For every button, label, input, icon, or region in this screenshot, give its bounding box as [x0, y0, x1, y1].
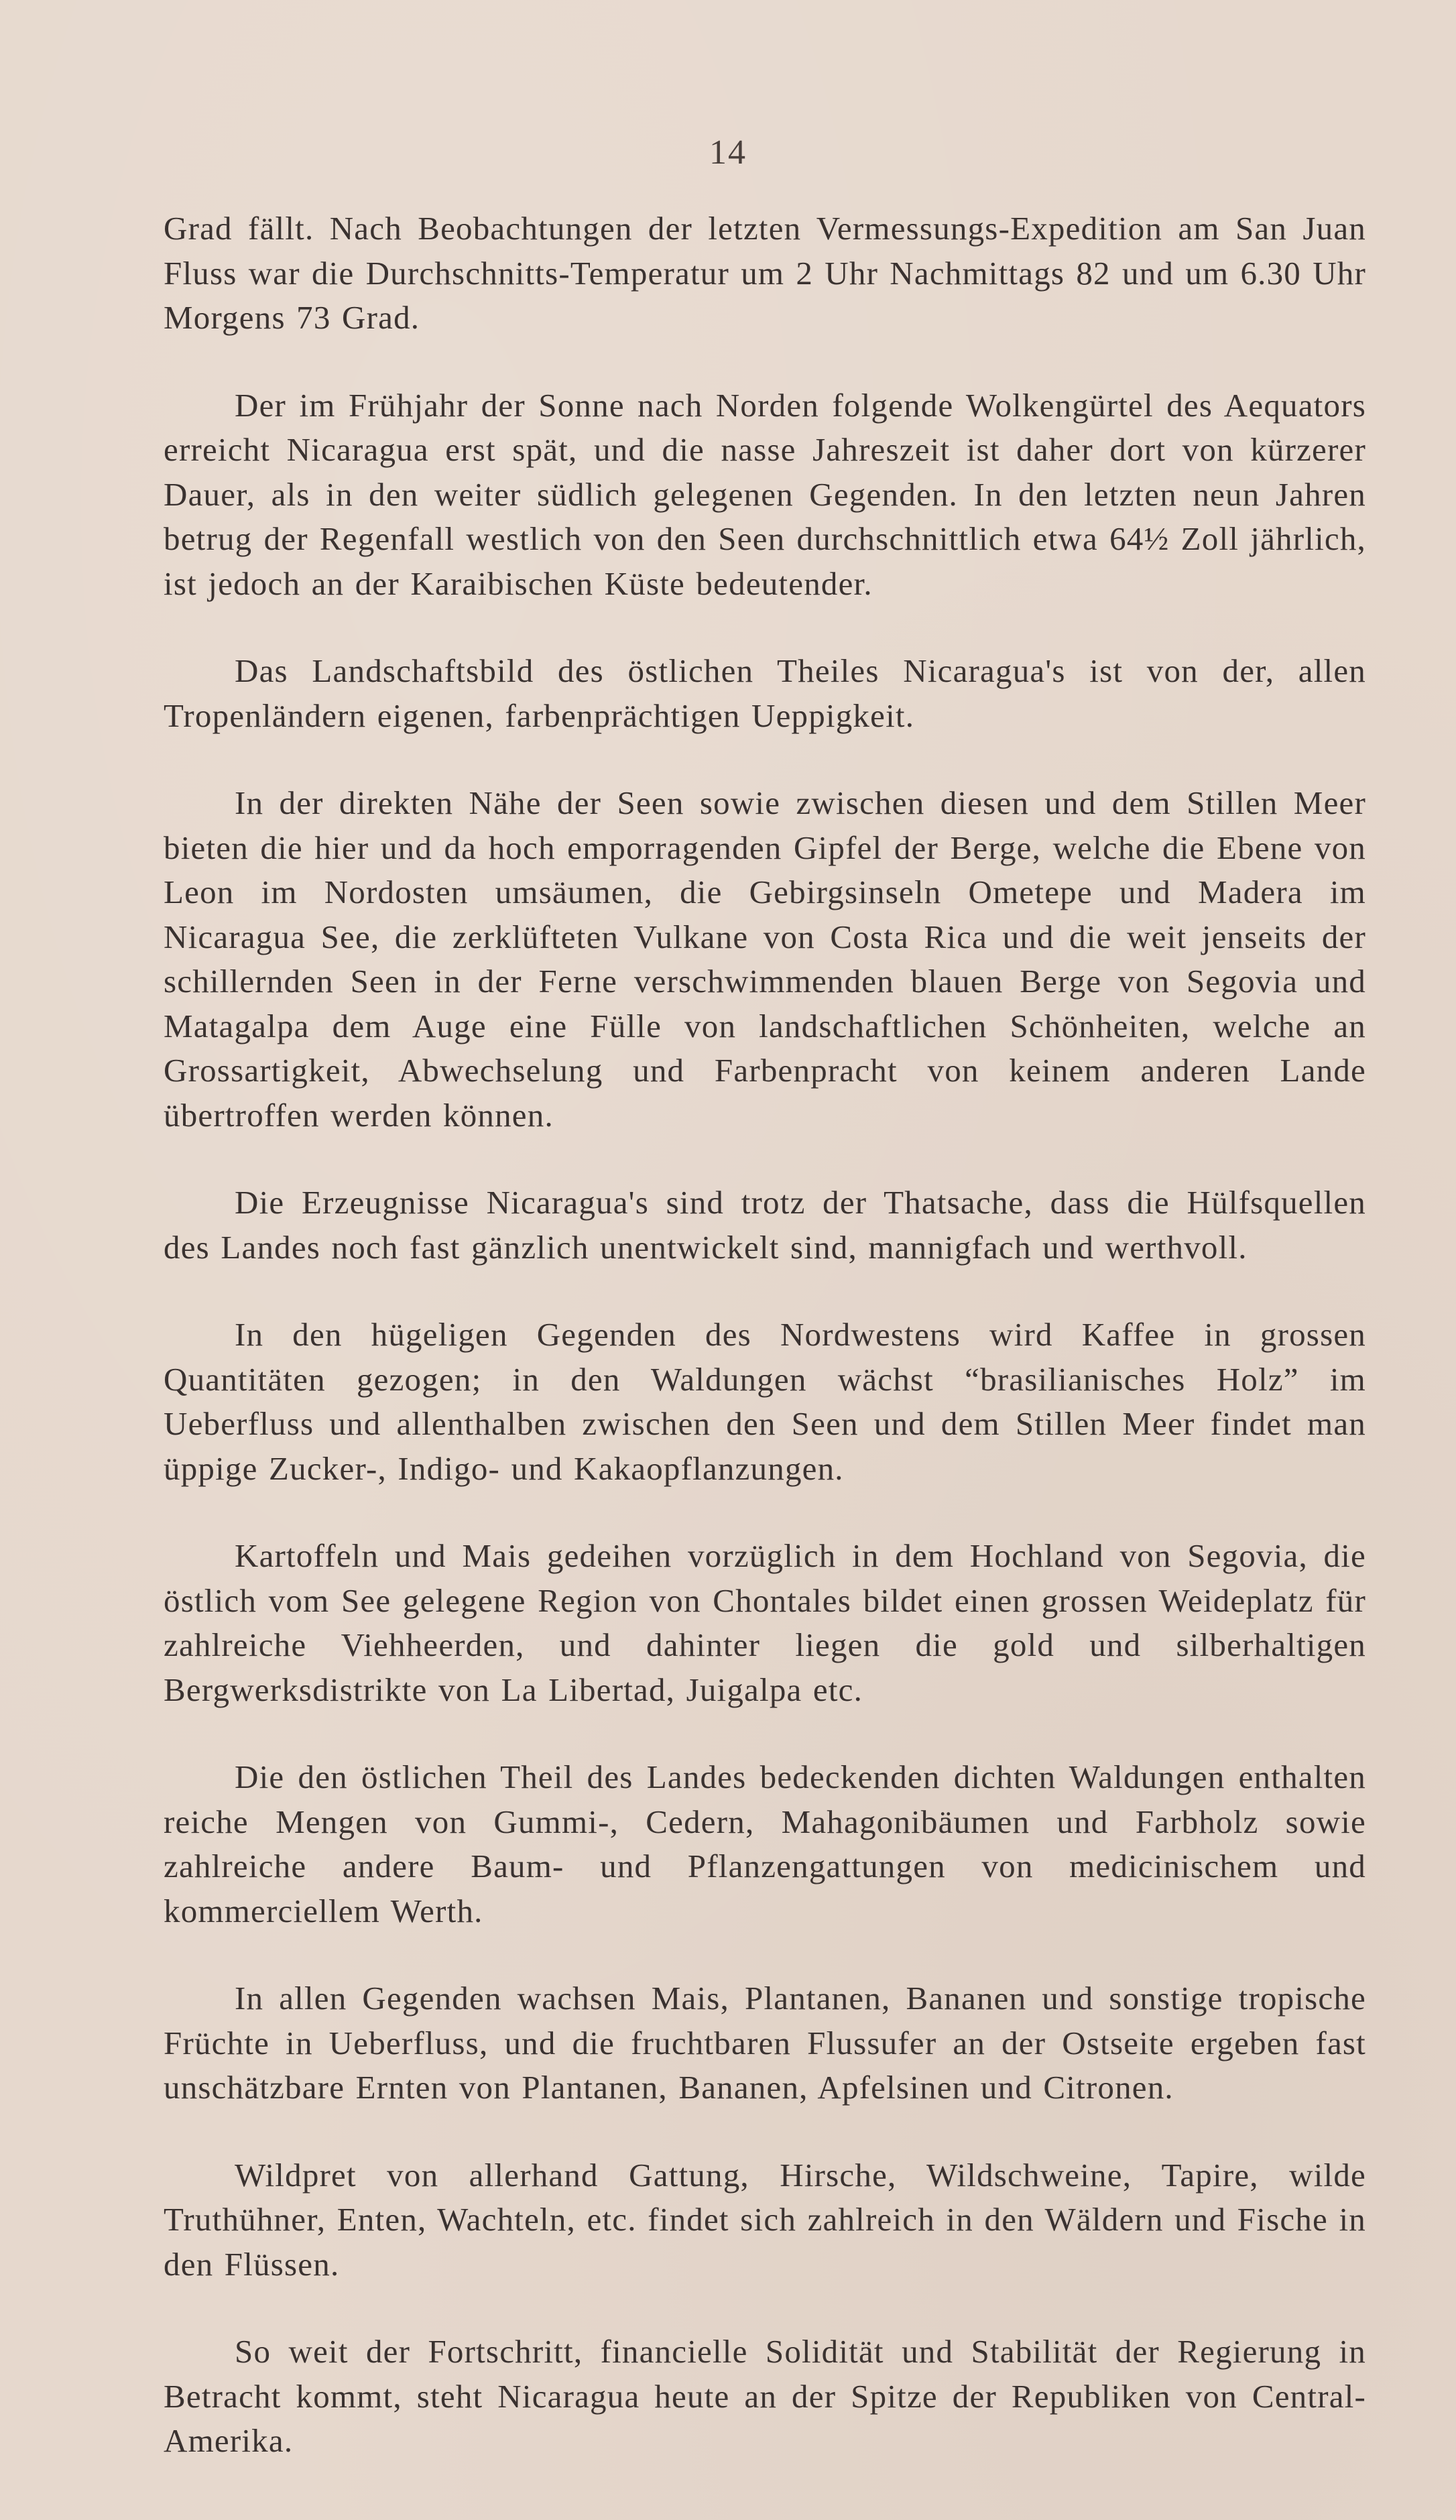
page-number: 14 — [709, 133, 747, 172]
paragraph-game: Wildpret von allerhand Gattung, Hirsche, Wildschweine, Tapire, wilde Truthühner, Enten, Wachteln, etc. findet sich zahlreich in den Wäldern und Fische in den Flüssen. — [164, 2156, 1366, 2283]
paragraph-coffee: In den hügeligen Gegenden des Nordwestens wird Kaffee in grossen Quantitäten gezogen; in den Waldungen wächst “brasilianisches Holz” im Ueberfluss und allenthalben zwischen den Seen und dem Stillen Meer findet man üppige Zucker-, Indigo- und Kakaopflanzungen. — [164, 1316, 1366, 1487]
paragraph-rainy-season: Der im Frühjahr der Sonne nach Norden folgende Wolkengürtel des Aequators erreicht Nicaragua erst spät, und die nasse Jahreszeit ist daher dort von kürzerer Dauer, als in den weiter südlich gelegenen Gegenden. In den letzten neun Jahren betrug der Regenfall westlich von den Seen durchschnittlich etwa 64½ Zoll jährlich, ist jedoch an der Karaibischen Küste bedeutender. — [164, 386, 1366, 602]
body-text — [164, 206, 1366, 2507]
paragraph-potatoes-and-maize: Kartoffeln und Mais gedeihen vorzüglich in dem Hochland von Segovia, die östlich vom See gelegene Region von Chontales bildet einen grossen Weideplatz für zahlreiche Viehheerden, und dahinter liegen die gold und silberhaltigen Bergwerksdistrikte von La Libertad, Juigalpa etc. — [164, 1537, 1366, 1708]
paragraph-lakes-and-mountains: In der direkten Nähe der Seen sowie zwischen diesen und dem Stillen Meer bieten die hier und da hoch emporragenden Gipfel der Berge, welche die Ebene von Leon im Nordosten umsäumen, die Gebirgsinseln Ometepe und Madera im Nicaragua See, die zerklüfteten Vulkane von Costa Rica und die weit jenseits der schillernden Seen in der Ferne verschwimmenden blauen Berge von Segovia und Matagalpa dem Auge eine Fülle von landschaftlichen Schönheiten, welche an Grossartigkeit, Abwechselung und Farbenpracht von keinem anderen Lande übertroffen werden können. — [164, 784, 1366, 1134]
paragraph-progress: So weit der Fortschritt, financielle Solidität und Stabilität der Regierung in Betracht kommt, steht Nicaragua heute an der Spitze der Republiken von Central-Amerika. — [164, 2333, 1366, 2459]
paragraph-products: Die Erzeugnisse Nicaragua's sind trotz der Thatsache, dass die Hülfsquellen des Landes noch fast gänzlich unentwickelt sind, mannigfach und werthvoll. — [164, 1184, 1366, 1266]
paragraph-forests: Die den östlichen Theil des Landes bedeckenden dichten Waldungen enthalten reiche Mengen von Gummi-, Cedern, Mahagonibäumen und Farbholz sowie zahlreiche andere Baum- und Pflanzengattungen von medicinischem und kommerciellem Werth. — [164, 1758, 1366, 1929]
paragraph-temperature-continuation: Grad fällt. Nach Beobachtungen der letzten Vermessungs-Expedition am San Juan Fluss war die Durchschnitts-Temperatur um 2 Uhr Nachmittags 82 und um 6.30 Uhr Morgens 73 Grad. — [164, 210, 1366, 336]
paragraph-landscape: Das Landschaftsbild des östlichen Theiles Nicaragua's ist von der, allen Tropenländern eigenen, farbenprächtigen Ueppigkeit. — [164, 652, 1366, 734]
paragraph-fruits: In allen Gegenden wachsen Mais, Plantanen, Bananen und sonstige tropische Früchte in Ueberfluss, und die fruchtbaren Flussufer an der Ostseite ergeben fast unschätzbare Ernten von Plantanen, Bananen, Apfelsinen und Citronen. — [164, 1980, 1366, 2106]
